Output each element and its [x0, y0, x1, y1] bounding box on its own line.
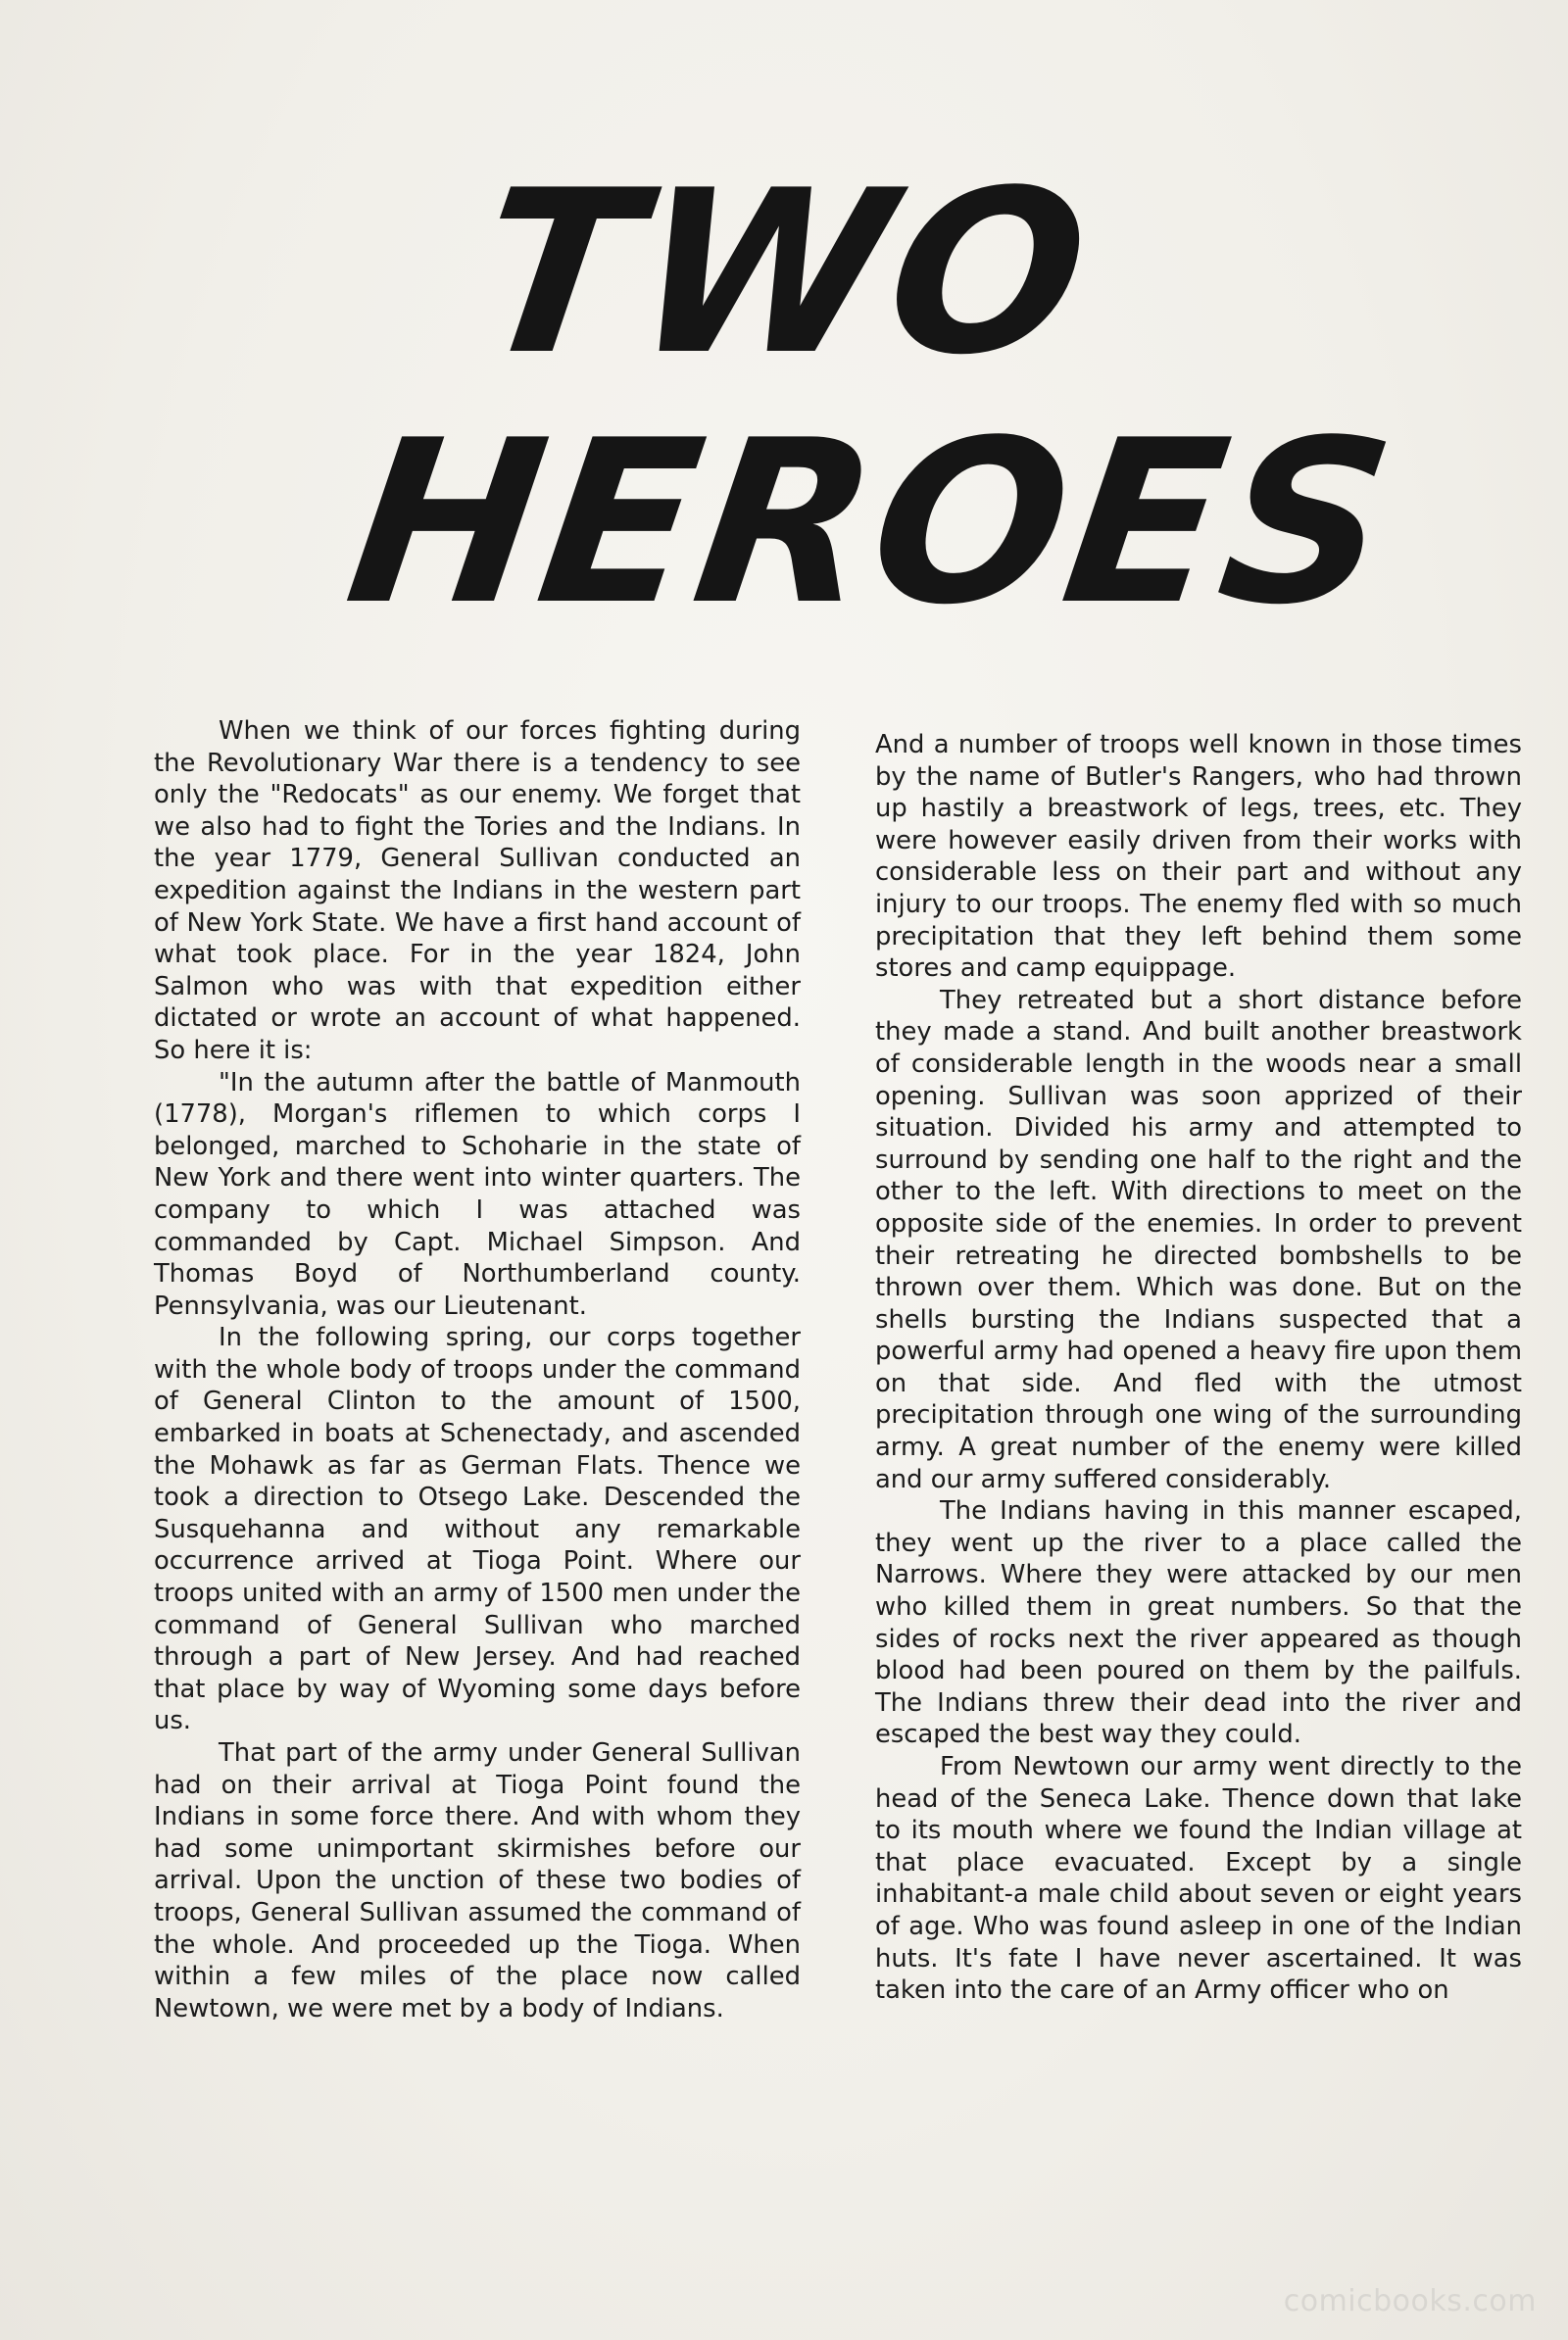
paragraph: And a number of troops well known in those times by the name of Butler's Rangers, who had thrown up hastily a breastwork of legs, trees, etc. They were however easily driven from their works with considerable less on their part and without any injury to our troops. The enemy fled with so much precipitation that they left behind them some stores and camp equippage. [875, 730, 1522, 984]
paragraph: When we think of our forces fighting during the Revolutionary War there is a tendency to see only the "Redocats" as our enemy. We forget that we also had to fight the Tories and the Indians. In the year 1779, General Sullivan conducted an expedition against the Indians in the western part of New York State. We have a first hand account of what took place. For in the year 1824, John Salmon who was with that expedition either dictated or wrote an account of what happened. So here it is: [154, 716, 801, 1065]
paragraph: "In the autumn after the battle of Manmouth (1778), Morgan's riflemen to which corps I belonged, marched to Schoharie in the state of New York and there went into winter quarters. The company to which I was attached was commanded by Capt. Michael Simpson. And Thomas Boyd of Northumberland county. Pennsylvania, was our Lieutenant. [154, 1067, 801, 1321]
paragraph: The Indians having in this manner escaped, they went up the river to a place called the Narrows. Where they were attacked by our men who killed them in great numbers. So that the sides of rocks next the river appeared as though blood had been poured on them by the pailfuls. The Indians threw their dead into the river and escaped the best way they could. [875, 1496, 1522, 1750]
title-line-1: TWO [463, 143, 1105, 405]
site-watermark: comicbooks.com [1283, 2284, 1537, 2318]
paragraph: They retreated but a short distance before they made a stand. And built another breastwork of considerable length in the woods near a small opening. Sullivan was soon apprized of their situation. Divided his army and attempted to surround by sending one half to the right and the other to the left. With directions to meet on the opposite side of the enemies. In order to prevent their retreating he directed bombshells to be thrown over them. Which was done. But on the shells bursting the Indians suspected that a powerful army had opened a heavy fire upon them on that side. And fled with the utmost precipitation through one wing of the surrounding army. A great number of the enemy were killed and our army suffered considerably. [875, 985, 1522, 1494]
paragraph: From Newtown our army went directly to the head of the Seneca Lake. Thence down that lake to its mouth where we found the Indian village at that place evacuated. Except by a single inhabitant-a male child about seven or eight years of age. Who was found asleep in one of the Indian huts. It's fate I have never ascertained. It was taken into the care of an Army officer who on [875, 1752, 1522, 2006]
paragraph: That part of the army under General Sullivan had on their arrival at Tioga Point found the Indians in some force there. And with whom they had some unimportant skirmishes before our arrival. Upon the unction of these two bodies of troops, General Sullivan assumed the command of the whole. And proceeded up the Tioga. When within a few miles of the place now called Newtown, we were met by a body of Indians. [154, 1738, 801, 2023]
right-text-column [875, 729, 1522, 2007]
title-line-2: HEROES [334, 393, 1407, 655]
paragraph: In the following spring, our corps together with the whole body of troops under the command of General Clinton to the amount of 1500, embarked in boats at Schenectady, and ascended the Mohawk as far as German Flats. Thence we took a direction to Otsego Lake. Descended the Susquehanna and without any remarkable occurrence arrived at Tioga Point. Where our troops united with an army of 1500 men under the command of General Sullivan who marched through a part of New Jersey. And had reached that place by way of Wyoming some days before us. [154, 1323, 801, 1736]
left-text-column [154, 715, 801, 2024]
